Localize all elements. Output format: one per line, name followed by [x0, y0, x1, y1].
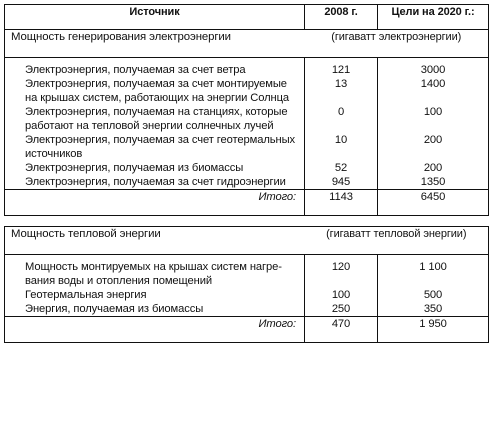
- value-2020: 200: [378, 161, 489, 175]
- total-2008: 470: [305, 317, 378, 343]
- table-row: [5, 105, 489, 133]
- value-2008: 52: [305, 161, 378, 175]
- value-2020: 1350: [378, 175, 489, 190]
- section-spacer: [5, 216, 489, 227]
- value-2020: 1 100: [378, 260, 489, 288]
- row-label-line: Электроэнергия, получаемая за счет геотермальных: [25, 134, 296, 146]
- value-2008: 121: [305, 63, 378, 77]
- row-label: [5, 260, 305, 288]
- value-2020: 3000: [378, 63, 489, 77]
- section-header-row: [5, 227, 489, 255]
- spacer-cell: [305, 216, 378, 227]
- value-2008: 120: [305, 260, 378, 288]
- value-2008: 250: [305, 302, 378, 317]
- table-row: [5, 133, 489, 161]
- value-2008: 100: [305, 288, 378, 302]
- value-2008: 0: [305, 105, 378, 133]
- energy-capacity-table: [4, 4, 489, 343]
- header-2020: Цели на 2020 г.:: [378, 5, 489, 30]
- value-2008: 10: [305, 133, 378, 161]
- row-label-line: Электроэнергия, получаемая из биомассы: [25, 162, 244, 174]
- header-2008: 2008 г.: [305, 5, 378, 30]
- table-row: [5, 175, 489, 190]
- section-unit: (гигаватт электроэнергии): [305, 30, 489, 58]
- total-2020: 6450: [378, 190, 489, 216]
- row-label-line: на крышах систем, работающих на энергии Солнца: [25, 92, 290, 104]
- value-2008: 13: [305, 77, 378, 105]
- table-row: [5, 302, 489, 317]
- row-label-line: Электроэнергия, получаемая за счет гидроэнергии: [25, 176, 286, 188]
- section-unit: (гигаватт тепловой энергии): [305, 227, 489, 255]
- table-row: [5, 63, 489, 77]
- section-title: Мощность тепловой энергии: [5, 227, 305, 255]
- row-label-line: Энергия, получаемая из биомассы: [25, 303, 204, 315]
- table-header-row: [5, 5, 489, 30]
- row-label-line: Электроэнергия, получаемая за счет ветра: [25, 64, 246, 76]
- row-label: [5, 133, 305, 161]
- value-2020: 500: [378, 288, 489, 302]
- row-label-line: вания воды и отопления помещений: [25, 275, 213, 287]
- row-label-line: источников: [25, 148, 83, 160]
- row-label-line: работают на тепловой энергии солнечных лучей: [25, 120, 274, 132]
- row-label-line: Геотермальная энергия: [25, 289, 147, 301]
- row-label: [5, 105, 305, 133]
- row-label: [5, 175, 305, 190]
- total-2008: 1143: [305, 190, 378, 216]
- spacer-cell: [5, 216, 305, 227]
- table-row: [5, 161, 489, 175]
- row-label: [5, 288, 305, 302]
- row-label: [5, 302, 305, 317]
- value-2020: 200: [378, 133, 489, 161]
- row-label: [5, 161, 305, 175]
- table-row: [5, 77, 489, 105]
- row-label-line: Электроэнергия, получаемая за счет монтируемые: [25, 78, 287, 90]
- value-2020: 350: [378, 302, 489, 317]
- section-header-row: [5, 30, 489, 58]
- row-label-line: Мощность монтируемых на крышах систем нагре-: [25, 261, 282, 273]
- row-label-line: Электроэнергия, получаемая на станциях, которые: [25, 106, 288, 118]
- value-2020: 1400: [378, 77, 489, 105]
- total-2020: 1 950: [378, 317, 489, 343]
- row-label: [5, 63, 305, 77]
- header-source: Источник: [5, 5, 305, 30]
- table-body: [5, 30, 489, 343]
- total-row: [5, 317, 489, 343]
- value-2008: 945: [305, 175, 378, 190]
- row-label: [5, 77, 305, 105]
- total-label: Итого:: [5, 317, 305, 343]
- table-row: [5, 288, 489, 302]
- spacer-cell: [378, 216, 489, 227]
- section-title: Мощность генерирования электроэнергии: [5, 30, 305, 58]
- value-2020: 100: [378, 105, 489, 133]
- table-row: [5, 260, 489, 288]
- total-row: [5, 190, 489, 216]
- total-label: Итого:: [5, 190, 305, 216]
